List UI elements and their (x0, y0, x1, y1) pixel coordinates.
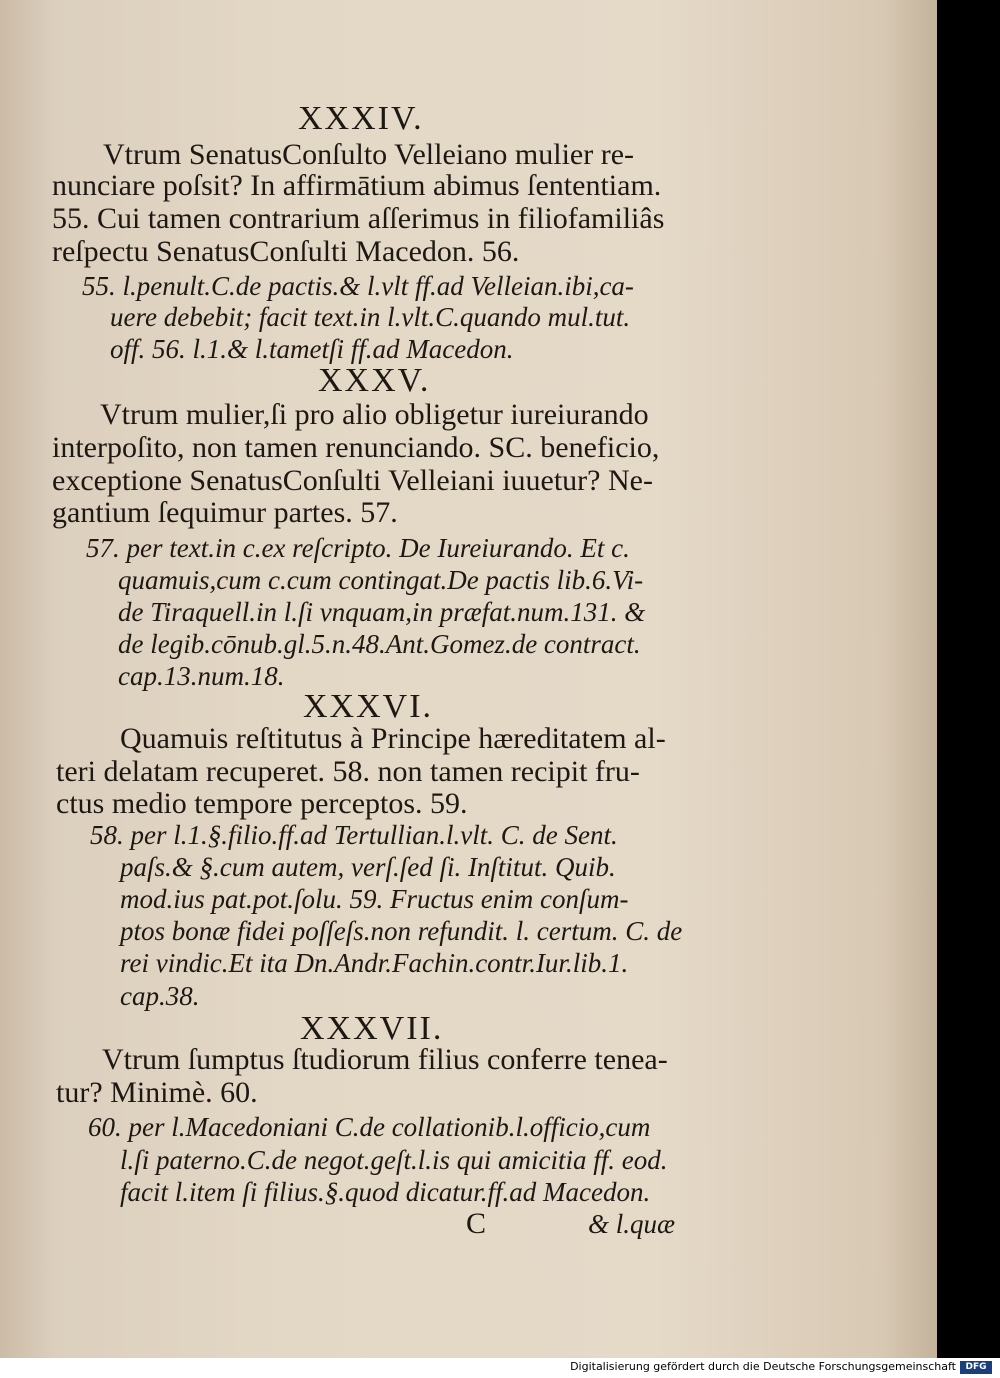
section-34-body-line: nunciare poſsit? In affirmātium abimus ſententiam. (52, 169, 662, 202)
section-37-body-line: tur? Minimè. 60. (56, 1076, 258, 1109)
section-34-body-line: reſpectu SenatusConſulti Macedon. 56. (52, 235, 520, 268)
section-35-body-line: interpoſito, non tamen renunciando. SC. beneficio, (52, 431, 660, 464)
section-heading-36: XXXVI. (303, 688, 434, 725)
section-35-note-line: de legib.cōnub.gl.5.n.48.Ant.Gomez.de contract. (118, 629, 641, 659)
section-34-body-line: Vtrum SenatusConſulto Velleiano mulier re- (103, 138, 635, 171)
section-37-body-line: Vtrum ſumptus ſtudiorum filius conferre tenea- (102, 1043, 668, 1076)
section-37-note-line: facit l.item ſi filius.§.quod dicatur.ff.ad Macedon. (120, 1177, 651, 1207)
section-heading-34: XXXIV. (298, 100, 424, 137)
section-36-note-line: paſs.& §.cum autem, verſ.ſed ſi. Inſtitut. Quib. (120, 852, 616, 882)
section-heading-35: XXXV. (318, 362, 431, 399)
dfg-logo: DFG (960, 1361, 992, 1374)
section-36-note-line: cap.38. (120, 981, 200, 1011)
catchword: & l.quæ (588, 1209, 676, 1239)
section-heading-37: XXXVII. (300, 1010, 444, 1047)
funding-credit: Digitalisierung gefördert durch die Deutsche Forschungsgemeinschaft (570, 1360, 956, 1373)
section-35-body-line: Vtrum mulier,ſi pro alio obligetur iureiurando (100, 398, 649, 431)
section-35-note-line: cap.13.num.18. (118, 661, 285, 691)
section-35-body-line: exceptione SenatusConſulti Velleiani iuuetur? Ne- (52, 464, 653, 497)
section-34-note-line: off. 56. l.1.& l.tametſi ff.ad Macedon. (110, 334, 514, 364)
section-36-note-line: 58. per l.1.§.filio.ff.ad Tertullian.l.vlt. C. de Sent. (90, 820, 618, 850)
section-34-body-line: 55. Cui tamen contrarium aſſerimus in filiofamiliâs (52, 202, 665, 235)
section-36-body-line: Quamuis reſtitutus à Principe hæreditatem al- (120, 722, 666, 755)
section-35-note-line: 57. per text.in c.ex reſcripto. De Iureiurando. Et c. (86, 533, 630, 563)
section-34-note-line: 55. l.penult.C.de pactis.& l.vlt ff.ad Velleian.ibi,ca- (82, 271, 634, 301)
section-36-note-line: rei vindic.Et ita Dn.Andr.Fachin.contr.Iur.lib.1. (120, 948, 629, 978)
section-36-body-line: ctus medio tempore perceptos. 59. (56, 787, 468, 820)
section-35-note-line: quamuis,cum c.cum contingat.De pactis lib.6.Vi- (118, 565, 644, 595)
section-36-body-line: teri delatam recuperet. 58. non tamen recipit fru- (56, 755, 640, 788)
section-35-body-line: gantium ſequimur partes. 57. (52, 496, 398, 529)
section-34-note-line: uere debebit; facit text.in l.vlt.C.quando mul.tut. (110, 302, 631, 332)
section-36-note-line: ptos bonæ fidei poſſeſs.non refundit. l. certum. C. de (120, 916, 683, 946)
signature-mark: C (466, 1207, 487, 1240)
section-36-note-line: mod.ius pat.pot.ſolu. 59. Fructus enim conſum- (120, 884, 629, 914)
section-35-note-line: de Tiraquell.in l.ſi vnquam,in præfat.num.131. & (118, 597, 646, 627)
section-37-note-line: l.ſi paterno.C.de negot.geſt.l.is qui amicitia ff. eod. (120, 1145, 668, 1175)
section-37-note-line: 60. per l.Macedoniani C.de collationib.l.officio,cum (88, 1112, 651, 1142)
